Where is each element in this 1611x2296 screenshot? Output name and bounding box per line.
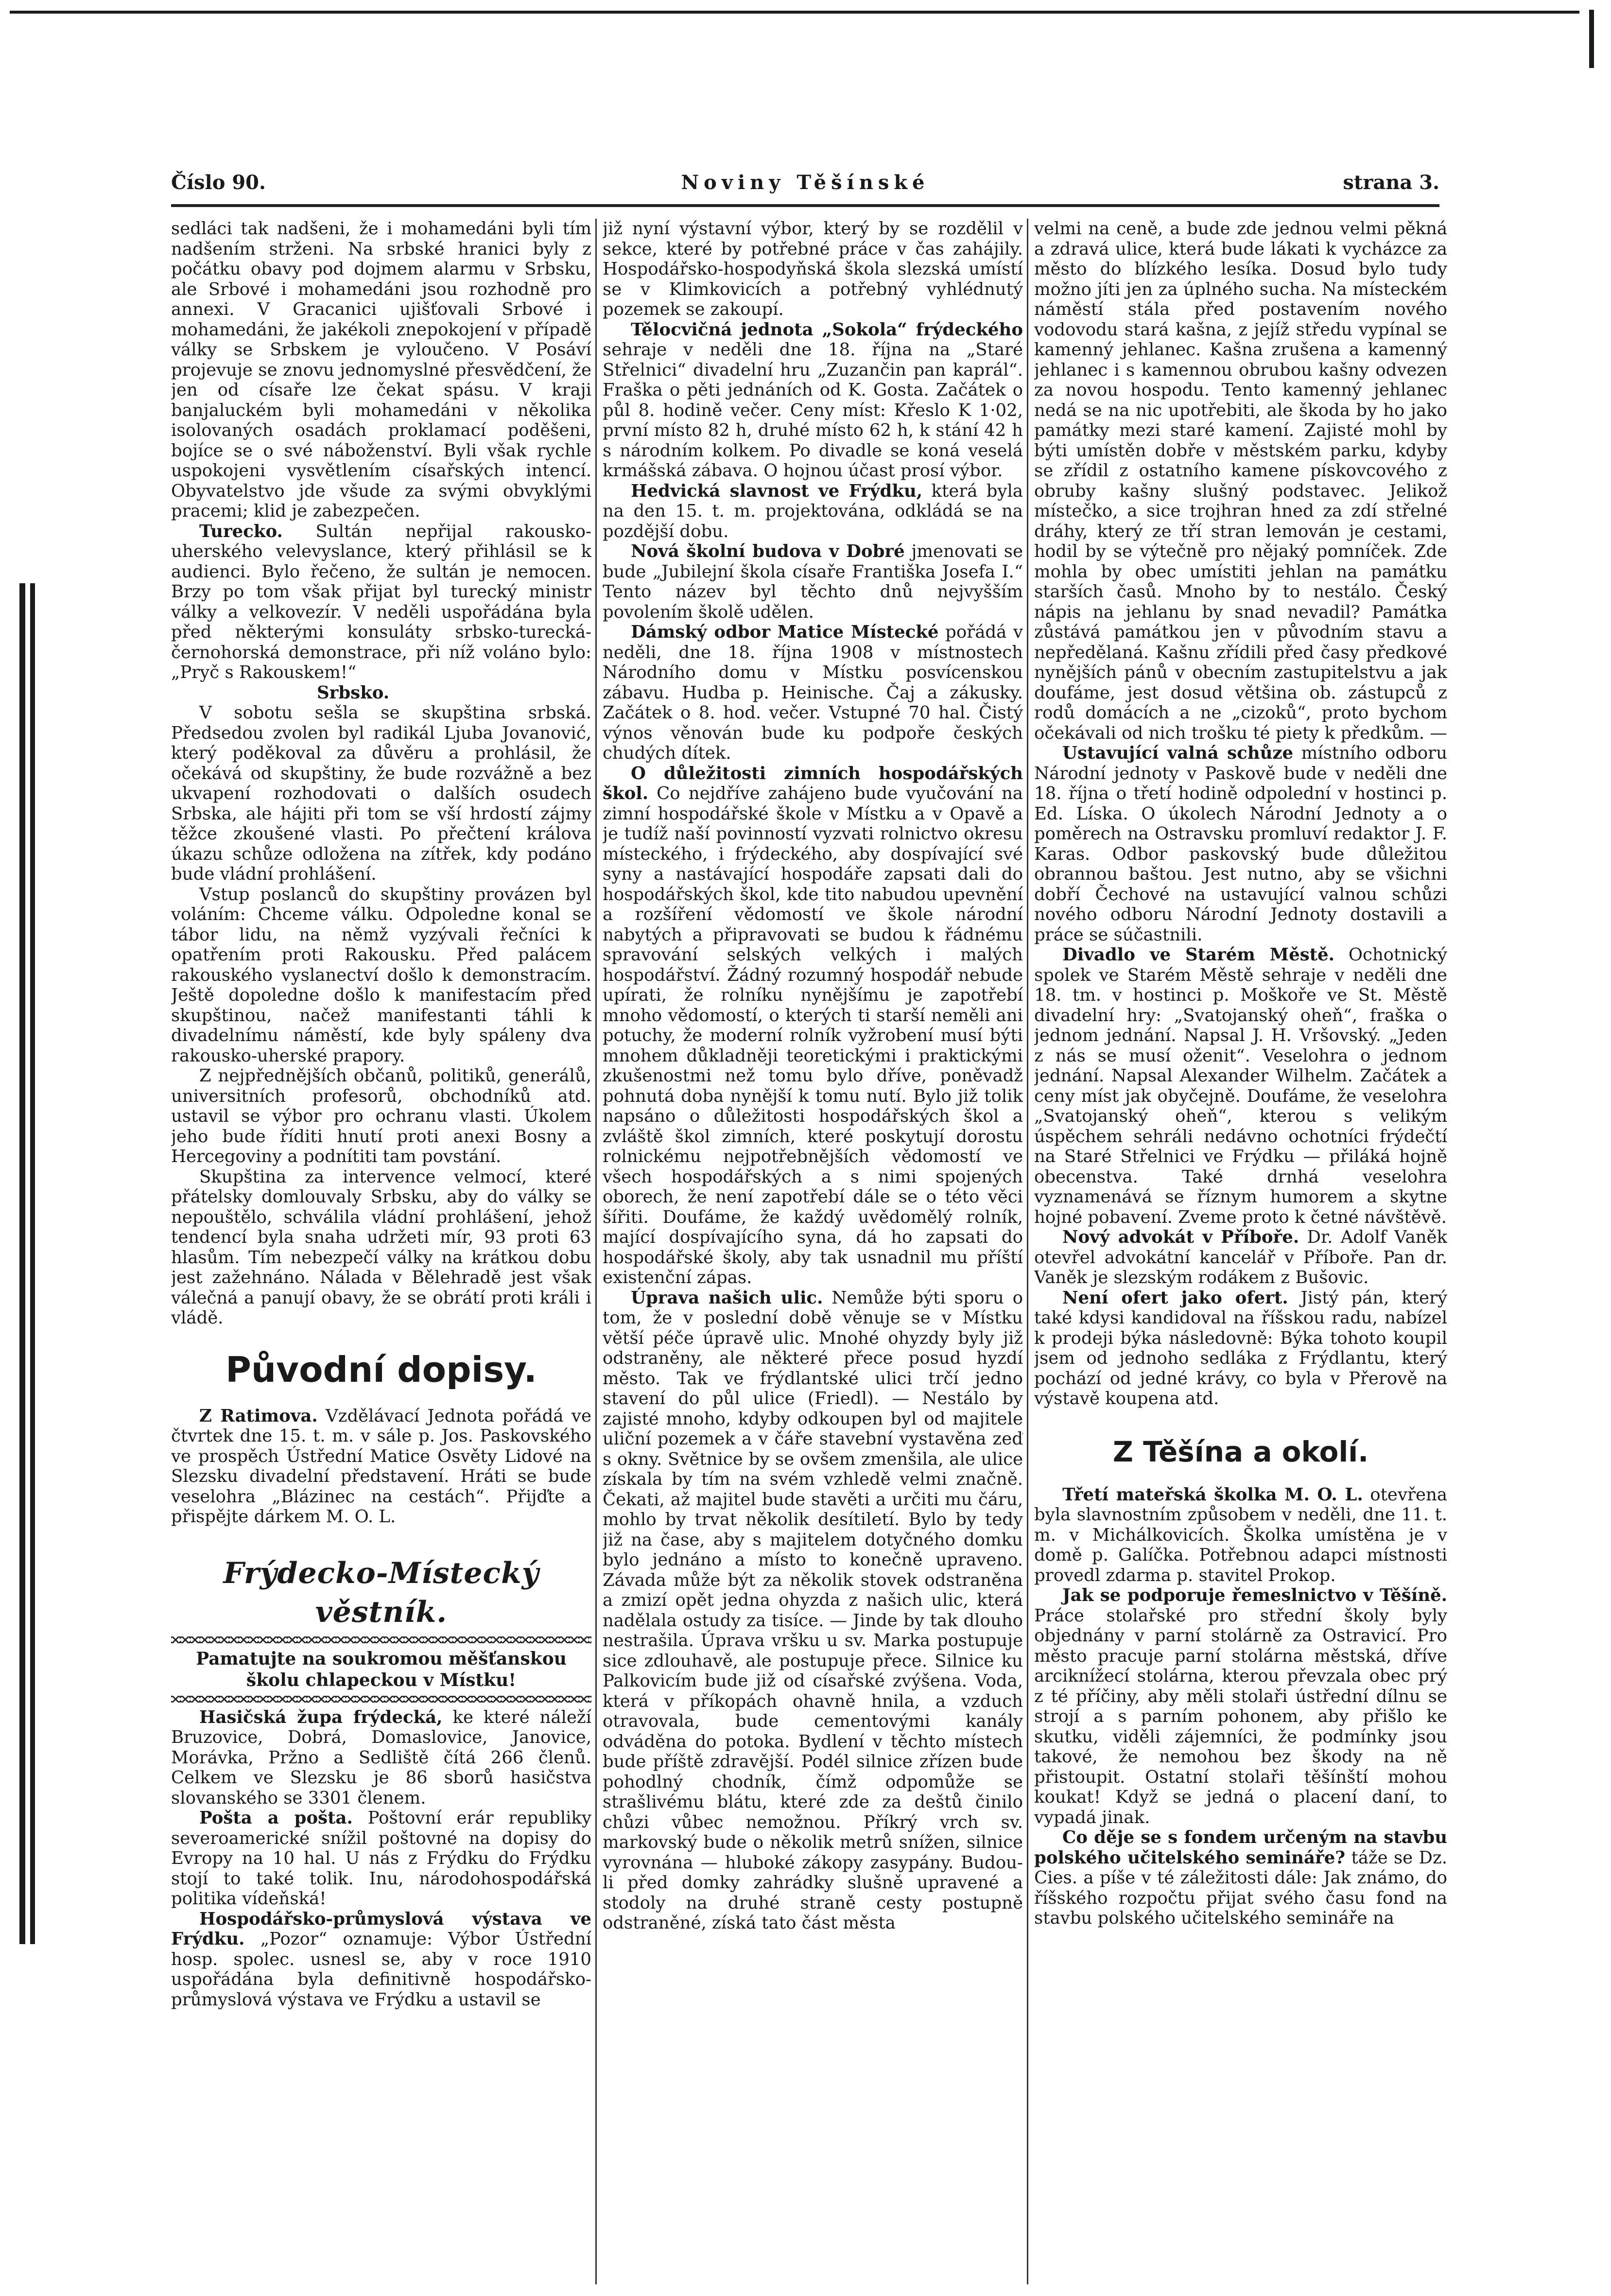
article-lead: Co děje se s fondem určeným na stavbu polského učitelského semináře? <box>1034 1827 1447 1868</box>
article-uprava <box>603 1288 1023 1933</box>
column-2 <box>603 219 1023 2284</box>
section-heading-tesin: Z Těšína a okolí. <box>1112 1435 1369 1468</box>
school-notice: Pamatujte na soukromou měšťanskou školu chlapeckou v Místku! <box>196 1648 567 1690</box>
header-rule <box>171 204 1439 207</box>
article-ofert <box>1034 1288 1447 1409</box>
article-lead: Turecko. <box>199 521 283 541</box>
column-1 <box>171 219 591 2284</box>
article-body: Ochotnický spolek ve Starém Městě sehraje v neděli dne 18. tm. v hostinci p. Moškoře ve St. Městě divadelní hry: „Svatojanský oheň“, fraška o jednom jednání. Napsal J. H. Vršovský. „Jeden z nás se musí oženit“. Veselohra o jednom jednání. Napsal Alexander Wilhelm. Začátek a ceny míst jak obyčejně. Doufáme, že veselohra „Svatojanský oheň“, kterou s velikým úspěchem sehráli nedávno ochotníci frýdečtí na Staré Střelnici ve Frýdku — přiláká hojně obecenstva. Také drnhá veselohra vyznamenává se říznym humorem a skytne hojné pobavení. Zveme proto k četné návštěvě. <box>1034 945 1447 1227</box>
section-heading-vestnik: Frýdecko-Místecký věstník. <box>223 1556 539 1629</box>
article-continuation: již nyní výstavní výbor, který by se rozdělil v sekce, které by potřebné práce v čas zahájily. Hospodářsko-hospodyňská škola slezská umístí se v Klimkovicích a potřebný vyhlédnutý pozemek se zakoupí. <box>603 219 1023 319</box>
article-body: která byla na den 15. t. m. projektována, odkládá se na pozdější dobu. <box>603 481 1023 541</box>
article-srbsko: V sobotu sešla se skupština srbská. Předsedou zvolen byl radikál Ljuba Jovanović, který poděkoval za důvěru a prohlásil, že očekává od skupštiny, že bude rozvážně a bez ukvapení rozhodovati o dalších osudech Srbska, ale hájiti při tom se vší hrdostí zájmy těžce zkoušené vlasti. Po přečtení králova úkazu schůze odložena na zítřek, kdy podáno bude vládní prohlášení. <box>171 703 591 884</box>
article-lead: Pošta a pošta. <box>199 1808 353 1828</box>
article-lead: Hasičská župa frýdecká, <box>199 1707 443 1727</box>
article-lead: Nová školní budova v Dobré <box>631 541 905 561</box>
article-body: Co nejdříve zahájeno bude vyučování na zimní hospodářské škole v Místku a v Opavě a je tudíž naší povinností vyzvati rolnictvo okresu místeckého, i frýdeckého, aby dospívající své syny a nastávající hospodáře zapsati dali do hospodářských škol, kde tito nabudou upevnění a rozšíření vědomostí ve škole národní nabytých a připravovati se budou k řádnému spravování selských velkých i malých hospodářství. Žádný rozumný hospodář nebude upírati, že rolníku nynějšímu je zapotřebí mnoho vědomostí, o kterých ti starší neměli ani potuchy, že moderní rolník vyžrobení musí býti mnohem důkladněji teoretickými i praktickými zkušenostmi než tomu bylo dříve, poněvadž pohnutá doba nynější k tomu nutí. Bylo již tolik napsáno o důležitosti hospodářských škol a zvláště škol zimních, které poskytují dorostu rolnickému nejpotřebnějších vědomostí ve všech hospodářských a s nimi spojených oborech, že není zapotřebí dále se o této věci šířiti. Doufáme, že každý uvědomělý rolník, mající dospívajícího syna, dá ho zapsati do hospodářské školy, aby tak usnadnil mu příští existenční zápas. <box>603 783 1023 1287</box>
ornament-rule <box>171 1696 591 1703</box>
article-sokol <box>603 320 1023 481</box>
article-body: jmenovati se bude „Jubilejní škola císaře Františka Josefa I.“ Tento název byl těchto dnů nejvyšším povolením školě udělen. <box>603 541 1023 622</box>
article-body: Vzdělávací Jednota pořádá ve čtvrtek dne 15. t. m. v sále p. Jos. Paskovského ve prospěch Ústřední Matice Osvěty Lidové na Slezsku divadelní představení. Hráti se bude veselohra „Blázinec na cestách“. Přijďte a přispějte dárkem M. O. L. <box>171 1406 591 1527</box>
article-paragraph: Z nejpřednějších občanů, politiků, generálů, universitních profesorů, obchodníků atd. ustavil se výbor pro ochranu vlasti. Úkolem jeho bude říditi hnutí proti anexi Bosny a Hercegoviny a podnítiti tam povstání. <box>171 1066 591 1166</box>
article-posta <box>171 1808 591 1909</box>
article-body: „Pozor“ oznamuje: Výbor Ústřední hosp. spolec. usnesl se, aby v roce 1910 uspořádána byla definitivně hospodářsko-průmyslová výstava ve Frýdku a ustavil se <box>171 1929 591 2010</box>
scan-edge-left-1 <box>19 583 25 1944</box>
article-lead: Divadlo ve Starém Městě. <box>1062 945 1334 965</box>
article-paragraph: Vstup poslanců do skupštiny provázen byl voláním: Chceme válku. Odpoledne konal se tábor lidu, na němž vyzývali řečníci k opatřením proti Rakousku. Před palácem rakouského vyslanectví došlo k demonstracím. Ještě dopoledne došlo k manifestacím před skupštinou, načež manifestanti táhli k divadelnímu náměstí, kde byly spáleny dva rakousko-uherské prapory. <box>171 884 591 1066</box>
article-divadlo <box>1034 945 1447 1227</box>
article-damsky <box>603 622 1023 764</box>
article-hedvicka <box>603 481 1023 542</box>
article-body: místního odboru Národní jednoty v Paskově bude v neděli dne 18. října o třetí hodině odpolední v hostinci p. Ed. Líska. O úkolech Národní Jednoty a o poměrech na Ostravsku promluví redaktor J. F. Karas. Odbor paskovský bude důležitou obrannou baštou. Jest nutno, aby se všichni dobří Čechové na ustavující valnou schůzi nového odboru Národní Jednoty dostavili a práce se súčastnili. <box>1034 743 1447 945</box>
article-lead: Jak se podporuje řemeslnictvo v Těšíně. <box>1062 1585 1447 1605</box>
article-lead: Tělocvičná jednota „Sokola“ frýdeckého <box>631 319 1023 340</box>
scan-edge-top <box>10 11 1579 14</box>
article-lead: Ustavující valná schůze <box>1062 743 1294 763</box>
article-ustavujici <box>1034 743 1447 945</box>
article-vystava <box>171 1909 591 2010</box>
article-materska <box>1034 1485 1447 1586</box>
ornament-rule <box>171 1636 591 1643</box>
article-advokat <box>1034 1227 1447 1288</box>
article-body: ke které náleží Bruzovice, Dobrá, Domaslovice, Janovice, Morávka, Pržno a Sedliště čítá 266 členů. Celkem ve Slezsku je 86 sborů hasičstva slovanského se 3301 členem. <box>171 1707 591 1808</box>
column-rule-1 <box>595 219 597 2284</box>
article-lead: Úprava našich ulic. <box>631 1287 823 1308</box>
article-body: Poštovní erár republiky severoamerické snížil poštovné na dopisy do Evropy na 10 hal. U nás z Frýdku do Frýdku stojí to také tolik. Inu, národohospodářská politika vídeňská! <box>171 1808 591 1909</box>
section-heading-dopisy: Původní dopisy. <box>225 1349 537 1390</box>
article-lead: Dámský odbor Matice Místecké <box>631 622 939 642</box>
column-rule-2 <box>1027 219 1028 2284</box>
article-fond <box>1034 1827 1447 1929</box>
article-remeslo <box>1034 1585 1447 1827</box>
article-ratimov <box>171 1406 591 1527</box>
article-continuation: velmi na ceně, a bude zde jednou velmi pěkná a zdravá ulice, která bude lákati k vycházce za město do blízkého lesíka. Dosud bylo tudy možno jíti jen za úplného sucha. Na místeckém náměstí stála před postavením nového vodovodu stará kašna, z jejíž středu vypínal se kamenný jehlanec. Kašna zrušena a kamenný jehlanec i s kamennou obrubou kašny odvezen za novou hospodu. Tento kamenný jehlanec nedá se na nic upotřebiti, ale škoda by ho jako památky mezi staré kamení. Zajisté mohl by býti umístěn dobře v městském parku, kdyby se zřídil z ostatního kamene pískovcového z obruby kašny slušný podstavec. Jelikož místečko, a sice trojhran hned za zdí střelné dráhy, který ze tří stran lemován je cestami, hodil by se výtečně pro nějaký pomníček. Zde mohla by obec umístiti jehlan na památku starších časů. Mnoho by to nestálo. Český nápis na jehlanu by snad nevadil? Památka zůstává památkou jen v původním stavu a nepředělaná. Kašnu zřídili před časy předkové nynějších pánů v obecním zastupitelstvu a jak doufáme, jest dosud většina ob. zástupců z rodů domácích a ne „cizoků“, proto bychom očekávali od nich trošku té piety k předkům. — <box>1034 219 1447 743</box>
article-lead: Hedvická slavnost ve Frýdku, <box>631 481 923 501</box>
article-continuation: sedláci tak nadšeni, že i mohamedáni byli tím nadšením strženi. Na srbské hranici byly z počátku obavy pod dojmem alarmu v Srbsku, ale Srbové i mohamedáni jsou rozhodně pro annexi. V Gracanici ujišťovali Srbové i mohamedáni, že jakékoli znepokojení v případě války se Srbskem je vyloučeno. V Posáví projevuje se znovu jednomyslné přesvědčení, že jen od císaře lze čekat spásu. V kraji banjaluckém byli mohamedáni v několika isolovaných osadách proklamací poděšeni, bojíce se o své náboženství. Byli však rychle uspokojeni vysvětlením císařských intencí. Obyvatelstvo jde všude za svými obvyklými pracemi; klid je zabezpečen. <box>171 219 591 521</box>
article-body: táže se Dz. Cies. a píše v té záležitosti dále: Jak známo, do říšského rozpočtu přijat svého času fond na stavbu polského učitelského semináře na <box>1034 1847 1447 1928</box>
article-body: pořádá v neděli, dne 18. října 1908 v místnostech Národního domu v Místku posvícenskou zábavu. Hudba p. Heinische. Čaj a zákusky. Začátek o 8. hod. večer. Vstupné 70 hal. Čistý výnos věnován bude ku podpoře českých chudých dítek. <box>603 622 1023 763</box>
article-body: Nemůže býti sporu o tom, že v poslední době věnuje se v Místku větší péče úpravě ulic. Mnohé ohyzdy byly již odstraněny, ale některé přece posud hyzdí město. Tak ve frýdlantské ulici trčí jedno stavení do půl ulice (Friedl). — Nestálo by zajisté mnoho, kdyby odkoupen byl od majitele uliční pozemek a v čáře stavební vystavěna zeď s okny. Světnice by se ovšem zmenšila, ale ulice získala by tím na svém vzhledě velmi značně. Čekati, až majitel bude stavěti a určiti mu čáru, mohlo by trvat několik desítiletí. Bylo by tedy již na čase, aby s majitelem dotyčného domku bylo jednáno a místo to konečně upraveno. Závada může být za několik stovek odstraněna a zmizí opět jedna ohyzda z našich ulic, která nadělala ostudy za tisíce. — Jinde by tak dlouho nestrašila. Úprava vršku u sv. Marka postupuje sice zdlouhavě, ale postupuje přece. Silnice ku Palkovicím bude již od císařské zvýšena. Voda, která v příkopách ohavně hnila, a vzduch otravovala, bude cementovými kanály odváděna do potoka. Bydlení v těchto místech bude příště zdravější. Podél silnice zřízen bude pohodlný chodník, čímž odpomůže se strašlivému blátu, které zde za deštů činilo chůzi vůbec nemožnou. Příkrý vrch sv. markovský bude o několik metrů snížen, silnice vyrovnána — hluboké zákopy zasypány. Budou-li před domky zahrádky slušně upravené a stodoly na druhé straně cesty postupně odstraněné, získá tato část města <box>603 1287 1023 1933</box>
article-body: sehraje v neděli dne 18. října na „Staré Střelnici“ divadelní hru „Zuzančin pan kaprál“. Fraška o pěti jednáních od K. Gosta. Začátek o půl 8. hodině večer. Ceny míst: Křeslo K 1·02, první místo 82 h, druhé místo 62 h, k stání 42 h s národním kolkem. Po divadle se koná veselá krmášská zábava. O hojnou účast prosí výbor. <box>603 340 1023 481</box>
article-dulezitost <box>603 764 1023 1288</box>
article-skola <box>603 541 1023 622</box>
article-paragraph: Skupština za intervence velmocí, které přátelsky domlouvaly Srbsku, aby do války se nepouštělo, schválila vládní prohlášení, jehož tendencí byla snaha udržeti mír, 93 proti 63 hlasům. Tím nebezpečí války na krátkou dobu jest zažehnáno. Nálada v Bělehradě jest však válečná a panují obavy, že se obrátí proti králi i vládě. <box>171 1166 591 1328</box>
article-lead: Nový advokát v Příboře. <box>1062 1227 1299 1247</box>
article-turecko <box>171 522 591 683</box>
subheading-srbsko <box>171 683 591 703</box>
article-lead: O důležitosti zimních hospodářských škol. <box>603 763 1023 803</box>
article-body: Dr. Adolf Vaněk otevřel advokátní kancelář v Příboře. Pan dr. Vaněk je slezským rodákem z Bušovic. <box>1034 1227 1447 1287</box>
column-3 <box>1034 219 1447 2284</box>
issue-number: Číslo 90. <box>171 171 266 194</box>
scan-edge-left-2 <box>30 583 35 1944</box>
article-hasicska <box>171 1707 591 1809</box>
article-lead: Třetí mateřská školka M. O. L. <box>1062 1484 1363 1505</box>
article-lead: Srbsko. <box>317 682 390 703</box>
article-lead: Z Ratimova. <box>199 1406 318 1426</box>
page-number: strana 3. <box>1343 171 1439 194</box>
article-body: Sultán nepřijal rakousko-uherského velevyslance, který přihlásil se k audienci. Bylo řečeno, že sultán je nemocen. Brzy po tom však přijat byl turecký ministr války a velkovezír. V neděli uspořádána byla před některými konsuláty srbsko-turecká-černohorská demonstrace, při níž voláno bylo: „Pryč s Rakouskem!“ <box>171 521 591 682</box>
page-header <box>171 171 1439 200</box>
article-body: otevřena byla slavnostním způsobem v neděli, dne 11. t. m. v Michálkovicích. Školka umístěna je v domě p. Galíčka. Potřebnou adapci místnosti provedl zdarma p. stavitel Prokop. <box>1034 1484 1447 1585</box>
article-lead: Není ofert jako ofert. <box>1062 1287 1288 1308</box>
scan-edge-right <box>1589 10 1594 68</box>
article-body: Práce stolařské pro střední školy byly objednány v parní stolárně za Ostravicí. Pro město pracuje parní stolárna městská, dříve arciknížecí stolárna, kterou převzala obec prý z té příčiny, aby měli stolaři ústřední dílnu se strojí a s parním pohonem, aby přišlo ke skutku, viděli zájemníci, že podmínky jsou takové, že nemohou bez škody na ně přistoupit. Ostatní stolaři těšínští mohou koukat! Když se jedná o placení daní, to vypadá jinak. <box>1034 1605 1447 1827</box>
article-lead: Hospodářsko-průmyslová výstava ve Frýdku. <box>171 1909 591 1949</box>
article-body: Jistý pán, který také kdysi kandidoval na říšskou radu, nabízel k prodeji býka následovně: Býka tohoto koupil jsem od jednoho sedláka z Frýdlantu, který pochází od jedné krávy, co byla v Přerově na výstavě koupena atd. <box>1034 1287 1447 1409</box>
newspaper-title: Noviny Těšínské <box>681 171 930 194</box>
